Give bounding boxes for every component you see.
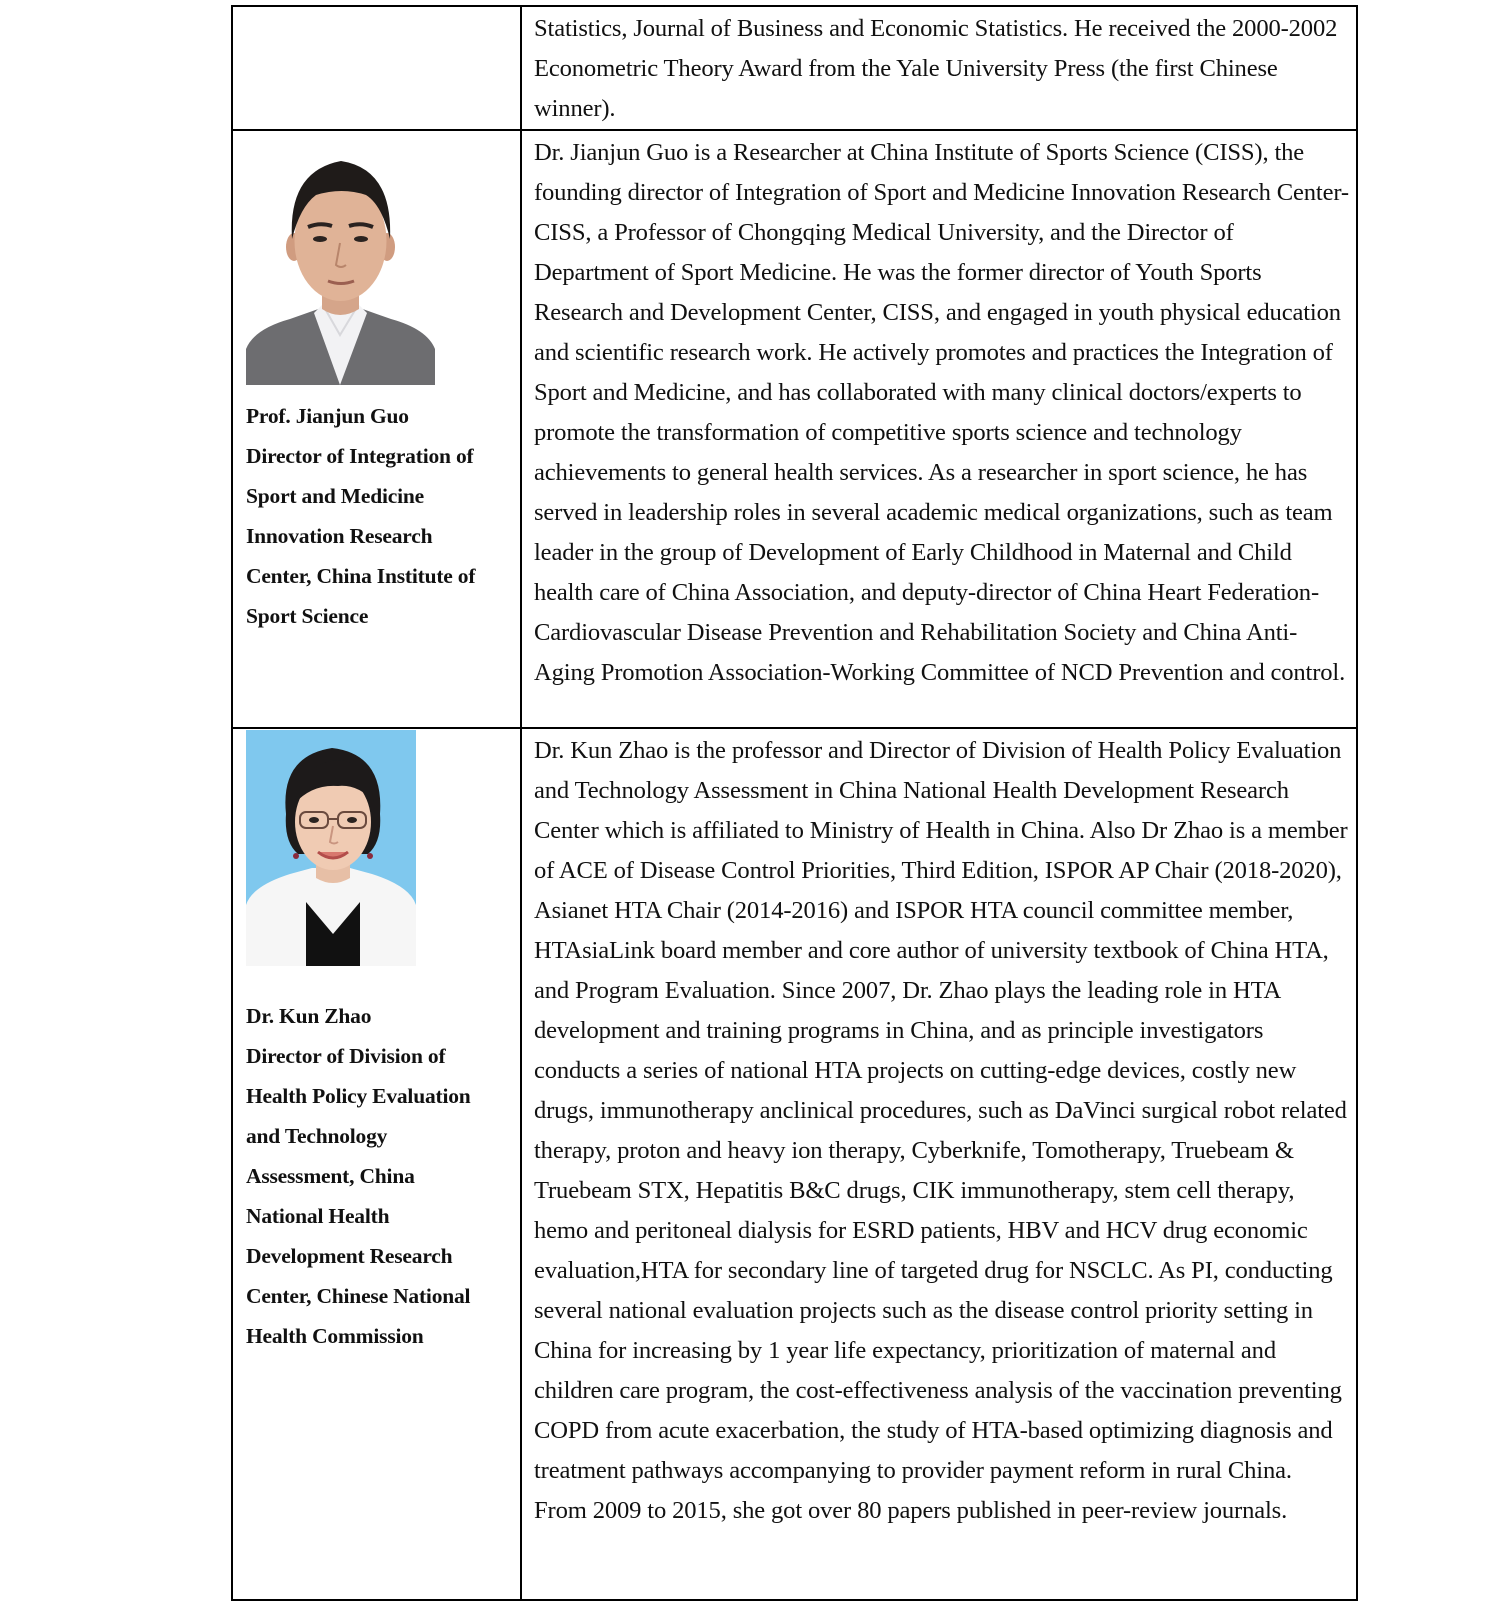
portrait-cell: [232, 728, 521, 1600]
speaker-title-line: and Technology: [246, 1124, 388, 1148]
table-row: [232, 6, 1357, 130]
bio-text: Statistics, Journal of Business and Economic Statistics. He received the 2000-2002 Econometric Theory Award from the Yale University Press (the first Chinese winner).: [534, 15, 1338, 122]
speaker-title-line: National Health: [246, 1204, 390, 1228]
speaker-title-line: Assessment, China: [246, 1164, 415, 1188]
speaker-title-line: Development Research: [246, 1244, 453, 1268]
speaker-caption: [233, 996, 520, 1356]
bio-cell: [521, 6, 1357, 130]
portrait-cell-empty: [232, 6, 521, 130]
speaker-name: Dr. Kun Zhao: [246, 1004, 372, 1028]
portrait-cell: [232, 130, 521, 728]
portrait-photo-guo: [246, 153, 435, 385]
speaker-title-line: Health Policy Evaluation: [246, 1084, 471, 1108]
speaker-title-line: Director of Integration of: [246, 444, 474, 468]
speaker-name: Prof. Jianjun Guo: [246, 404, 409, 428]
table-row: [232, 130, 1357, 728]
portrait-photo-zhao: [246, 730, 416, 966]
speaker-title-line: Center, China Institute of: [246, 564, 476, 588]
speaker-title-line: Innovation Research: [246, 524, 433, 548]
speaker-bio-table: [231, 5, 1358, 1601]
speaker-title-line: Center, Chinese National: [246, 1284, 471, 1308]
bio-text: Dr. Jianjun Guo is a Researcher at China Institute of Sports Science (CISS), the founding director of Integration of Sport and Medicine Innovation Research Center-CISS, a Professor of Chongqing Medical University, and the Director of Department of Sport Medicine. He was the former director of Youth Sports Research and Development Center, CISS, and engaged in youth physical education and scientific research work. He actively promotes and practices the Integration of Sport and Medicine, and has collaborated with many clinical doctors/experts to promote the transformation of competitive sports science and technology achievements to general health services. As a researcher in sport science, he has served in leadership roles in several academic medical organizations, such as team leader in the group of Development of Early Childhood in Maternal and Child health care of China Association, and deputy-director of China Heart Federation-Cardiovascular Disease Prevention and Rehabilitation Society and China Anti-Aging Promotion Association-Working Committee of NCD Prevention and control.: [534, 139, 1349, 686]
bio-cell: [521, 728, 1357, 1600]
speaker-title-line: Health Commission: [246, 1324, 424, 1348]
bio-text: Dr. Kun Zhao is the professor and Director of Division of Health Policy Evaluation and Technology Assessment in China National Health Development Research Center which is affiliated to Ministry of Health in China. Also Dr Zhao is a member of ACE of Disease Control Priorities, Third Edition, ISPOR AP Chair (2018-2020), Asianet HTA Chair (2014-2016) and ISPOR HTA council committee member, HTAsiaLink board member and core author of university textbook of China HTA, and Program Evaluation. Since 2007, Dr. Zhao plays the leading role in HTA development and training programs in China, and as principle investigators conducts a series of national HTA projects on cutting-edge devices, costly new drugs, immunotherapy anclinical procedures, such as DaVinci surgical robot related therapy, proton and heavy ion therapy, Cyberknife, Tomotherapy, Truebeam & Truebeam STX, Hepatitis B&C drugs, CIK immunotherapy, stem cell therapy, hemo and peritoneal dialysis for ESRD patients, HBV and HCV drug economic evaluation,HTA for secondary line of targeted drug for NSCLC. As PI, conducting several national evaluation projects such as the disease control priority setting in China for increasing by 1 year life expectancy, prioritization of maternal and children care program, the cost-effectiveness analysis of the vaccination preventing COPD from acute exacerbation, the study of HTA-based optimizing diagnosis and treatment pathways accompanying to provider payment reform in rural China. From 2009 to 2015, she got over 80 papers published in peer-review journals.: [534, 737, 1348, 1524]
bio-cell: [521, 130, 1357, 728]
speaker-title-line: Sport and Medicine: [246, 484, 424, 508]
speaker-title-line: Director of Division of: [246, 1044, 446, 1068]
speaker-caption: [233, 396, 520, 636]
speaker-title-line: Sport Science: [246, 604, 369, 628]
table-row: [232, 728, 1357, 1600]
